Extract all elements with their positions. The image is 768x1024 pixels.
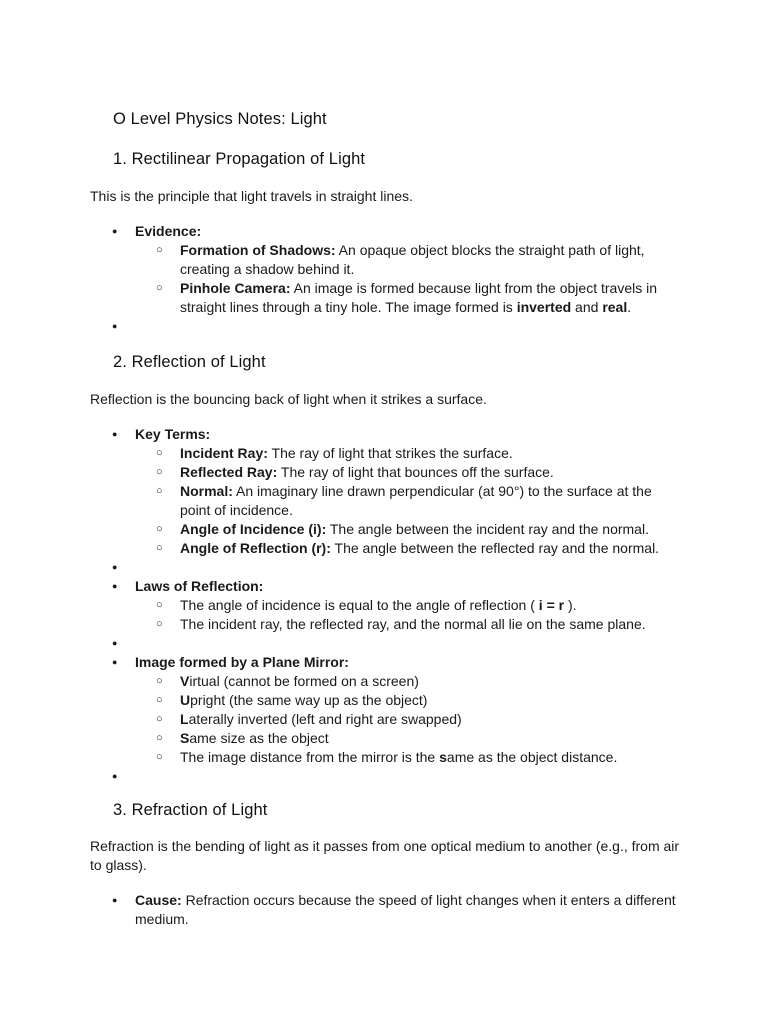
section-3-intro: Refraction is the bending of light as it passes from one optical medium to another (e.g., from air to glass). [90, 838, 680, 873]
list-item: ○ The angle of incidence is equal to the angle of reflection ( i = r ). [135, 596, 670, 615]
evidence-sublist [135, 241, 680, 317]
list-item-key-terms [0, 425, 680, 558]
section-2-list [0, 425, 768, 786]
mirror-sublist [135, 672, 680, 767]
section-1-list [0, 222, 768, 336]
laws-sublist [135, 596, 680, 634]
section-3-heading: 3. Refraction of Light [113, 801, 268, 819]
list-item-laws [0, 577, 680, 634]
list-item: ○ Reflected Ray: The ray of light that bounces off the surface. [135, 463, 670, 482]
section-2-heading: 2. Reflection of Light [113, 353, 266, 371]
section-2-intro: Reflection is the bouncing back of light when it strikes a surface. [90, 391, 487, 407]
list-item: ○ Angle of Incidence (i): The angle between the incident ray and the normal. [135, 520, 670, 539]
list-item-cause: ● Cause: Refraction occurs because the speed of light changes when it enters a different medium. [0, 891, 680, 929]
list-item: ○ Virtual (cannot be formed on a screen) [135, 672, 670, 691]
empty-list-item [0, 317, 680, 336]
list-item: ○ Angle of Reflection (r): The angle between the reflected ray and the normal. [135, 539, 670, 558]
key-terms-label: Key Terms: [135, 426, 211, 442]
key-terms-sublist [135, 444, 680, 558]
list-item: ○ The image distance from the mirror is the same as the object distance. [135, 748, 670, 767]
document-title: O Level Physics Notes: Light [113, 110, 327, 128]
list-item: ○ The incident ray, the reflected ray, and the normal all lie on the same plane. [135, 615, 670, 634]
list-item: ○ Pinhole Camera: An image is formed because light from the object travels in straight lines through a tiny hole. The image formed is inverted and real. [135, 279, 670, 317]
list-item: ○ Laterally inverted (left and right are swapped) [135, 710, 670, 729]
empty-list-item [0, 558, 680, 577]
evidence-label: Evidence: [135, 223, 202, 239]
list-item: ○ Normal: An imaginary line drawn perpendicular (at 90°) to the surface at the point of incidence. [135, 482, 670, 520]
list-item-mirror [0, 653, 680, 767]
empty-list-item [0, 634, 680, 653]
list-item: ○ Incident Ray: The ray of light that strikes the surface. [135, 444, 670, 463]
list-item: ○ Upright (the same way up as the object) [135, 691, 670, 710]
mirror-label: Image formed by a Plane Mirror: [135, 654, 349, 670]
section-3-list [0, 891, 768, 929]
laws-label: Laws of Reflection: [135, 578, 264, 594]
section-1-heading: 1. Rectilinear Propagation of Light [113, 150, 366, 168]
empty-list-item [0, 767, 680, 786]
list-item: ○ Same size as the object [135, 729, 670, 748]
list-item-evidence [0, 222, 680, 317]
list-item: ○ Formation of Shadows: An opaque object blocks the straight path of light, creating a shadow behind it. [135, 241, 670, 279]
section-1-intro: This is the principle that light travels in straight lines. [90, 188, 413, 204]
